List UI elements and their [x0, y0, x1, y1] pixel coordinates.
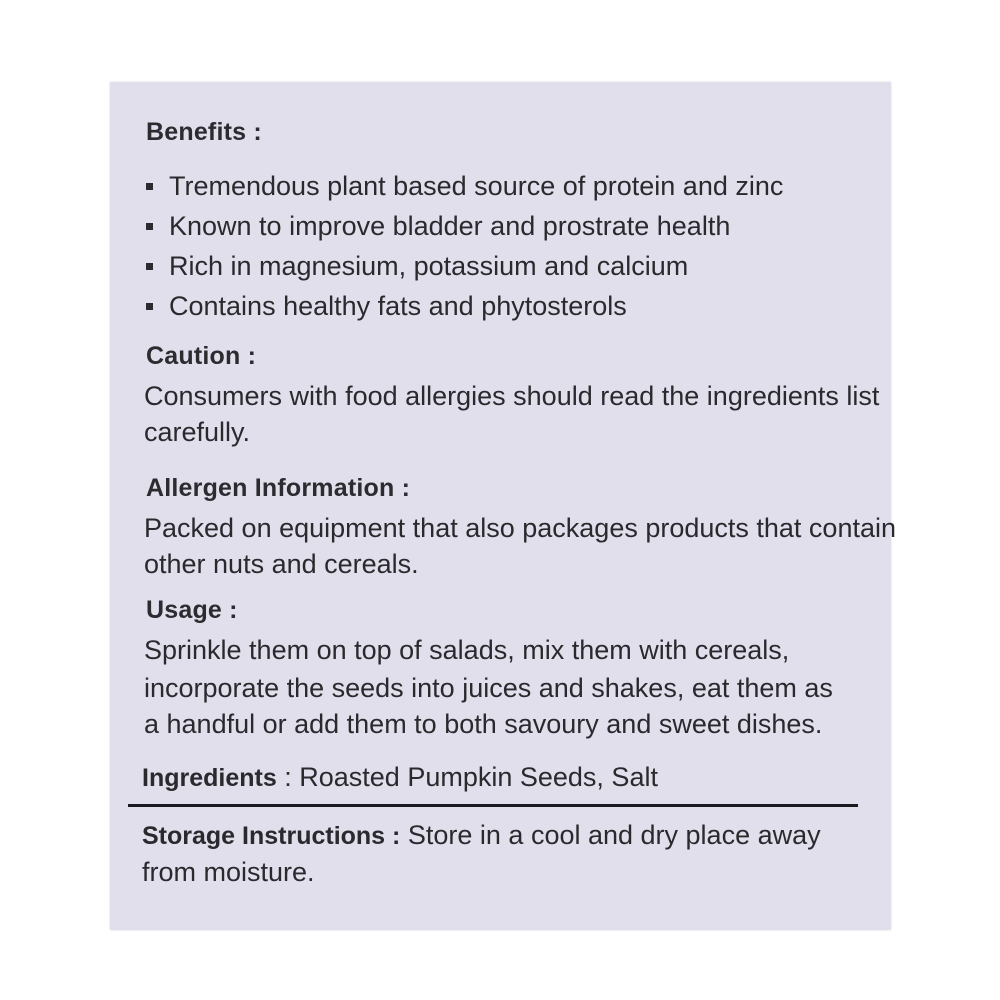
- product-label-panel: [110, 82, 896, 930]
- bullet-icon: [146, 303, 153, 310]
- list-item: [146, 206, 783, 246]
- caution-heading: Caution :: [146, 342, 257, 370]
- usage-text-line: incorporate the seeds into juices and shakes, eat them as: [144, 673, 833, 703]
- benefits-heading: Benefits :: [146, 118, 262, 146]
- storage-text-line: from moisture.: [142, 857, 315, 887]
- ingredients-row: [142, 762, 658, 793]
- allergen-text-line: other nuts and cereals.: [144, 549, 419, 579]
- ingredients-value: : Roasted Pumpkin Seeds, Salt: [276, 762, 658, 792]
- benefit-text: Rich in magnesium, potassium and calcium: [169, 251, 689, 281]
- benefit-text: Tremendous plant based source of protein and zinc: [169, 171, 784, 201]
- ingredients-heading: Ingredients: [142, 764, 277, 792]
- list-item: [146, 286, 783, 326]
- allergen-text-line: Packed on equipment that also packages products that contain: [144, 513, 896, 543]
- caution-text-line: Consumers with food allergies should read the ingredients list: [144, 381, 880, 411]
- benefit-text: Contains healthy fats and phytosterols: [169, 291, 627, 321]
- list-item: [146, 246, 783, 286]
- storage-value: Store in a cool and dry place away: [400, 820, 821, 850]
- caution-text-line: carefully.: [144, 417, 251, 447]
- usage-text-line: Sprinkle them on top of salads, mix them with cereals,: [144, 635, 790, 665]
- benefit-text: Known to improve bladder and prostrate health: [169, 211, 731, 241]
- section-divider: [128, 804, 858, 807]
- allergen-heading: Allergen Information :: [146, 474, 411, 502]
- storage-heading: Storage Instructions :: [142, 822, 401, 850]
- bullet-icon: [146, 223, 153, 230]
- list-item: [146, 166, 783, 206]
- usage-heading: Usage :: [146, 596, 238, 624]
- usage-text-line: a handful or add them to both savoury and sweet dishes.: [144, 709, 823, 739]
- bullet-icon: [146, 183, 153, 190]
- bullet-icon: [146, 263, 153, 270]
- benefits-list: [146, 166, 783, 326]
- storage-row: [142, 820, 821, 851]
